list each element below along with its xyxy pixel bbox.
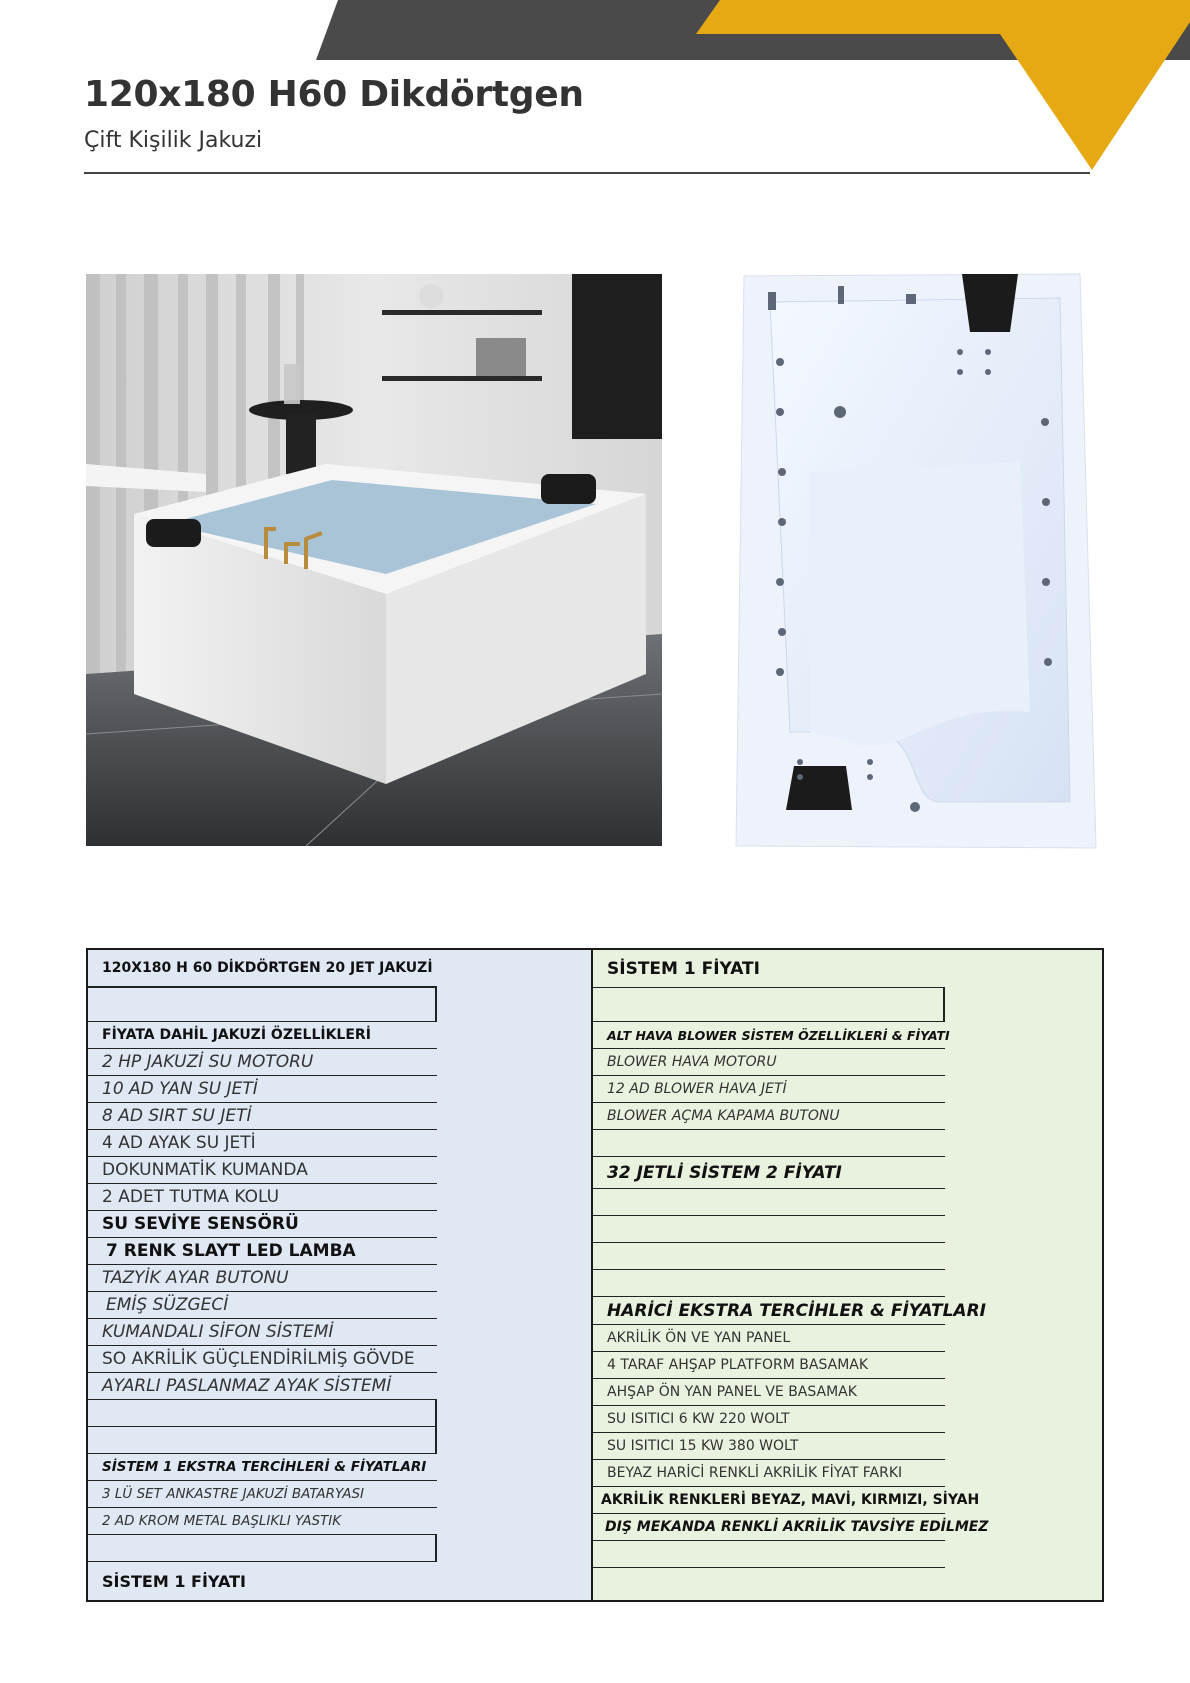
right-blank-row (593, 988, 945, 1022)
feature-item: TAZYİK AYAR BUTONU (88, 1265, 437, 1292)
blower-item: 12 AD BLOWER HAVA JETİ (593, 1076, 945, 1103)
left-blank-row (88, 1400, 437, 1427)
right-blank-row (593, 1216, 945, 1243)
right-blank-row (593, 1243, 945, 1270)
system1-extras-heading: SİSTEM 1 EKSTRA TERCİHLERİ & FİYATLARI (88, 1454, 437, 1481)
system1-price-label: SİSTEM 1 FİYATI (102, 1571, 246, 1591)
outdoor-warning-note: DIŞ MEKANDA RENKLİ AKRİLİK TAVSİYE EDİLMEZ (593, 1514, 945, 1541)
right-blank-row (593, 1568, 945, 1600)
extra-item: BEYAZ HARİCİ RENKLİ AKRİLİK FİYAT FARKI (593, 1460, 945, 1487)
feature-item: 7 RENK SLAYT LED LAMBA (88, 1238, 437, 1265)
feature-item: SO AKRİLİK GÜÇLENDİRİLMİŞ GÖVDE (88, 1346, 437, 1373)
feature-item: AYARLI PASLANMAZ AYAK SİSTEMİ (88, 1373, 437, 1400)
system1-price-title: SİSTEM 1 FİYATI (593, 950, 945, 988)
feature-item: 8 AD SIRT SU JETİ (88, 1103, 437, 1130)
room-photo (86, 274, 662, 846)
extra-item: 4 TARAF AHŞAP PLATFORM BASAMAK (593, 1352, 945, 1379)
acrylic-colors-note: AKRİLİK RENKLERİ BEYAZ, MAVİ, KIRMIZI, SİYAH (593, 1487, 945, 1514)
left-table-title: 120X180 H 60 DİKDÖRTGEN 20 JET JAKUZİ (88, 950, 437, 988)
left-blank-row (88, 1535, 437, 1562)
feature-item: 2 ADET TUTMA KOLU (88, 1184, 437, 1211)
feature-item: 10 AD YAN SU JETİ (88, 1076, 437, 1103)
blower-item: BLOWER HAVA MOTORU (593, 1049, 945, 1076)
right-blank-row (593, 1189, 945, 1216)
right-blank-row (593, 1130, 945, 1157)
extra-item: SU ISITICI 6 KW 220 WOLT (593, 1406, 945, 1433)
feature-item: 2 HP JAKUZİ SU MOTORU (88, 1049, 437, 1076)
left-blank-row (88, 1427, 437, 1454)
page-subtitle: Çift Kişilik Jakuzi (84, 128, 263, 153)
external-extras-heading: HARİCİ EKSTRA TERCİHLER & FİYATLARI (593, 1297, 945, 1325)
extra-item: 3 LÜ SET ANKASTRE JAKUZİ BATARYASI (88, 1481, 437, 1508)
feature-item: DOKUNMATİK KUMANDA (88, 1157, 437, 1184)
title-divider (84, 172, 1090, 174)
extra-item: AKRİLİK ÖN VE YAN PANEL (593, 1325, 945, 1352)
feature-item: EMİŞ SÜZGECİ (88, 1292, 437, 1319)
page-title: 120x180 H60 Dikdörtgen (84, 74, 584, 115)
feature-item: KUMANDALI SİFON SİSTEMİ (88, 1319, 437, 1346)
left-blank-row (88, 988, 437, 1022)
price-table (86, 948, 1104, 1602)
extra-item: AHŞAP ÖN YAN PANEL VE BASAMAK (593, 1379, 945, 1406)
included-features-heading: FİYATA DAHİL JAKUZİ ÖZELLİKLERİ (88, 1022, 437, 1049)
right-blank-row (593, 1541, 945, 1568)
feature-item: SU SEVİYE SENSÖRÜ (88, 1211, 437, 1238)
right-blank-row (593, 1270, 945, 1297)
blower-item: BLOWER AÇMA KAPAMA BUTONU (593, 1103, 945, 1130)
blower-system-heading: ALT HAVA BLOWER SİSTEM ÖZELLİKLERİ & FİYATI (593, 1022, 945, 1049)
tub-top-view-photo (730, 262, 1110, 862)
feature-item: 4 AD AYAK SU JETİ (88, 1130, 437, 1157)
extra-item: SU ISITICI 15 KW 380 WOLT (593, 1433, 945, 1460)
system2-price-title: 32 JETLİ SİSTEM 2 FİYATI (593, 1157, 945, 1189)
extra-item: 2 AD KROM METAL BAŞLIKLI YASTIK (88, 1508, 437, 1535)
